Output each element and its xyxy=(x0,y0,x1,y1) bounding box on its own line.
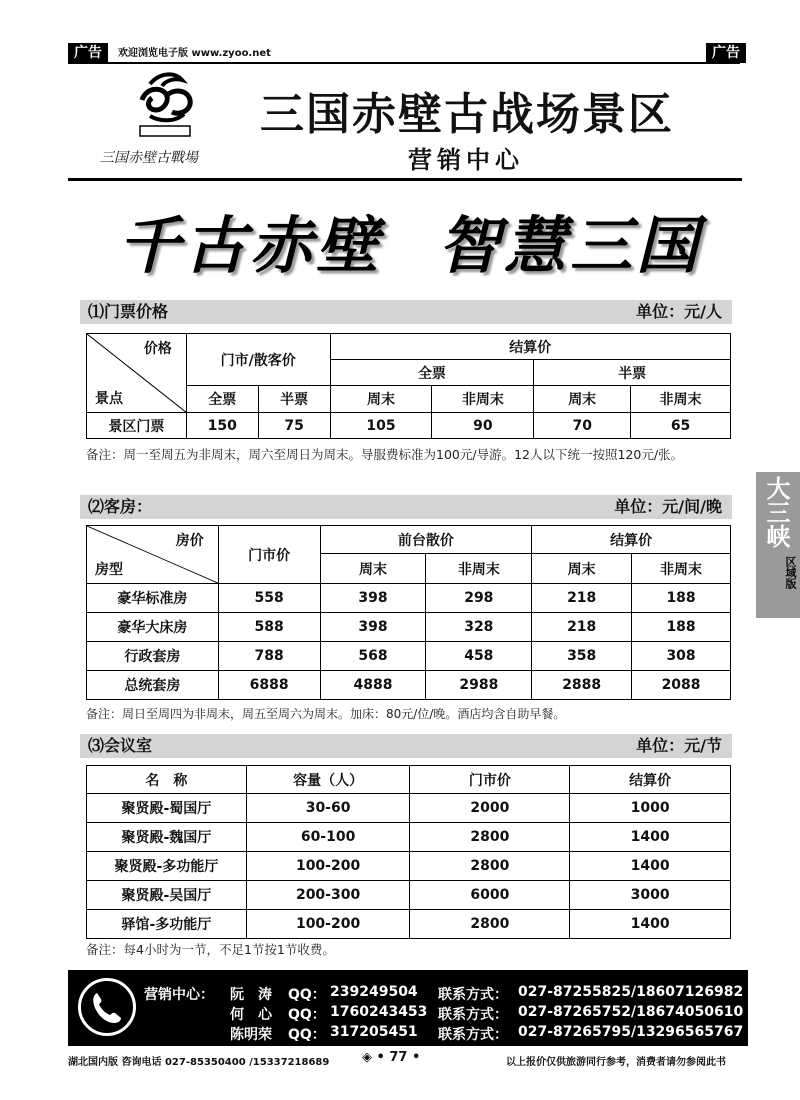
room-note: 备注：周日至周四为非周末，周五至周六为周末。加床：80元/位/晚。酒店均含自助早餐。 xyxy=(86,707,566,721)
ticket-corner-cell xyxy=(87,334,187,413)
room-header-weekday: 非周末 xyxy=(426,554,532,584)
room-name: 行政套房 xyxy=(87,642,219,671)
ticket-header-weekday: 非周末 xyxy=(631,386,731,413)
header-rule xyxy=(68,178,742,181)
table-cell: 6888 xyxy=(218,671,320,700)
ticket-header-retail-full: 全票 xyxy=(186,386,258,413)
table-cell: 2800 xyxy=(410,823,570,852)
table-cell: 100-200 xyxy=(246,852,410,881)
footer-right: 以上报价仅供旅游同行参考，消费者请勿参阅此书 xyxy=(506,1057,726,1068)
contact-name: 陈明荣 xyxy=(230,1027,272,1043)
page-title: 三国赤壁古战场景区 xyxy=(260,89,674,140)
contact-phone: 027-87255825/18607126982 xyxy=(518,984,744,1000)
contact-qq-label: QQ： xyxy=(288,1027,326,1043)
ticket-table xyxy=(86,333,731,439)
table-cell: 4888 xyxy=(320,671,426,700)
page-number xyxy=(362,1050,420,1065)
room-header-weekday: 非周末 xyxy=(632,554,731,584)
table-cell: 105 xyxy=(330,413,432,439)
region-side-tab xyxy=(756,472,800,618)
table-cell: 218 xyxy=(532,613,632,642)
room-header-retail: 门市价 xyxy=(218,526,320,584)
ticket-corner-bottom: 景点 xyxy=(95,391,123,407)
ticket-header-full: 全票 xyxy=(330,360,534,386)
table-cell: 2800 xyxy=(410,852,570,881)
meeting-section-bar xyxy=(80,734,732,758)
table-cell: 458 xyxy=(426,642,532,671)
room-name: 豪华标准房 xyxy=(87,584,219,613)
table-row xyxy=(87,413,731,439)
table-cell: 聚贤殿-吴国厅 xyxy=(87,881,247,910)
ticket-header-weekday: 非周末 xyxy=(432,386,534,413)
contact-block xyxy=(68,970,748,1046)
table-cell: 90 xyxy=(432,413,534,439)
slogan-left: 千古赤壁 xyxy=(118,209,383,282)
table-cell: 70 xyxy=(534,413,631,439)
meeting-header-retail: 门市价 xyxy=(410,766,570,794)
room-header-weekend: 周末 xyxy=(532,554,632,584)
room-name: 豪华大床房 xyxy=(87,613,219,642)
table-cell: 558 xyxy=(218,584,320,613)
room-corner-cell xyxy=(87,526,219,584)
page-subtitle: 营销中心 xyxy=(408,146,524,174)
table-cell: 308 xyxy=(632,642,731,671)
scenic-logo-icon xyxy=(120,70,210,140)
phone-icon xyxy=(78,978,136,1036)
table-cell: 驿馆-多功能厅 xyxy=(87,910,247,939)
contact-label: 营销中心： xyxy=(144,987,214,1003)
room-name: 总统套房 xyxy=(87,671,219,700)
ticket-row-name: 景区门票 xyxy=(87,413,187,439)
table-cell: 1400 xyxy=(570,910,731,939)
table-cell: 2000 xyxy=(410,794,570,823)
table-cell: 1000 xyxy=(570,794,731,823)
ticket-header-half: 半票 xyxy=(534,360,731,386)
ticket-unit: 单位：元/人 xyxy=(636,302,722,321)
contact-phone: 027-87265795/13296565767 xyxy=(518,1024,744,1040)
table-row xyxy=(87,671,731,700)
welcome-text: 欢迎浏览电子版 www.zyoo.net xyxy=(118,48,271,59)
table-row xyxy=(87,794,731,823)
meeting-unit: 单位：元/节 xyxy=(636,736,722,755)
table-cell: 1400 xyxy=(570,823,731,852)
table-cell: 2088 xyxy=(632,671,731,700)
contact-phone-label: 联系方式： xyxy=(438,1027,508,1043)
table-cell: 2800 xyxy=(410,910,570,939)
logo-text: 三国赤壁古戰場 xyxy=(100,150,198,166)
top-rule xyxy=(68,62,740,64)
room-section-bar xyxy=(80,495,732,519)
ticket-header-weekend: 周末 xyxy=(330,386,432,413)
ticket-corner-top: 价格 xyxy=(143,341,172,357)
room-corner-bottom: 房型 xyxy=(95,562,123,578)
contact-phone-label: 联系方式： xyxy=(438,987,508,1003)
table-cell: 358 xyxy=(532,642,632,671)
table-row xyxy=(87,642,731,671)
room-header-front: 前台散价 xyxy=(320,526,532,554)
room-corner-top: 房价 xyxy=(175,533,204,549)
table-cell: 6000 xyxy=(410,881,570,910)
ticket-header-weekend: 周末 xyxy=(534,386,631,413)
meeting-header-settle: 结算价 xyxy=(570,766,731,794)
table-row xyxy=(87,881,731,910)
footer-left: 湖北国内版 咨询电话 027-85350400 /15337218689 xyxy=(68,1057,330,1068)
table-cell: 188 xyxy=(632,584,731,613)
page-dot-icon: • xyxy=(412,1050,421,1065)
ticket-header-retail: 门市/散客价 xyxy=(186,334,330,386)
ticket-note: 备注：周一至周五为非周末，周六至周日为周末。导服费标准为100元/导游。12人以下统一按照120元/张。 xyxy=(86,447,684,462)
ticket-header-settle: 结算价 xyxy=(330,334,730,360)
table-cell: 398 xyxy=(320,584,426,613)
table-cell: 328 xyxy=(426,613,532,642)
table-cell: 398 xyxy=(320,613,426,642)
table-cell: 聚贤殿-魏国厅 xyxy=(87,823,247,852)
contact-phone: 027-87265752/18674050610 xyxy=(518,1004,744,1020)
table-cell: 75 xyxy=(258,413,330,439)
page-number-value: 77 xyxy=(389,1050,408,1065)
table-row xyxy=(87,584,731,613)
contact-phone-label: 联系方式： xyxy=(438,1007,508,1023)
ad-label-right: 广告 xyxy=(706,43,746,63)
table-cell: 298 xyxy=(426,584,532,613)
meeting-section-title: ⑶会议室 xyxy=(88,736,153,755)
room-table xyxy=(86,525,731,700)
room-section-title: ⑵客房： xyxy=(88,497,153,516)
contact-qq-label: QQ： xyxy=(288,1007,326,1023)
contact-name: 阮 涛 xyxy=(230,987,272,1003)
table-cell: 100-200 xyxy=(246,910,410,939)
table-cell: 65 xyxy=(631,413,731,439)
table-cell: 150 xyxy=(186,413,258,439)
table-cell: 200-300 xyxy=(246,881,410,910)
table-row xyxy=(87,823,731,852)
table-cell: 60-100 xyxy=(246,823,410,852)
table-cell: 2888 xyxy=(532,671,632,700)
side-tab-main: 大三峡 xyxy=(762,476,791,548)
ticket-section-bar xyxy=(80,300,732,324)
contact-qq-label: QQ： xyxy=(288,987,326,1003)
slogan-right: 智慧三国 xyxy=(438,209,703,282)
table-row xyxy=(87,852,731,881)
table-cell: 188 xyxy=(632,613,731,642)
room-header-weekend: 周末 xyxy=(320,554,426,584)
contact-qq: 239249504 xyxy=(330,984,418,1000)
page-badge-icon: ◈ • xyxy=(362,1050,385,1065)
table-cell: 218 xyxy=(532,584,632,613)
contact-name: 何 心 xyxy=(230,1007,272,1023)
table-cell: 568 xyxy=(320,642,426,671)
meeting-header-capacity: 容量（人） xyxy=(246,766,410,794)
contact-qq: 1760243453 xyxy=(330,1004,428,1020)
table-cell: 聚贤殿-蜀国厅 xyxy=(87,794,247,823)
meeting-table xyxy=(86,765,731,939)
ticket-header-retail-half: 半票 xyxy=(258,386,330,413)
table-cell: 2988 xyxy=(426,671,532,700)
table-cell: 3000 xyxy=(570,881,731,910)
table-cell: 788 xyxy=(218,642,320,671)
meeting-header-name: 名 称 xyxy=(87,766,247,794)
room-header-settle: 结算价 xyxy=(532,526,731,554)
ticket-section-title: ⑴门票价格 xyxy=(88,302,169,321)
ad-label-left: 广告 xyxy=(68,43,108,63)
room-unit: 单位：元/间/晚 xyxy=(614,497,722,516)
side-tab-sub: 区域版 xyxy=(784,556,797,589)
table-cell: 588 xyxy=(218,613,320,642)
contact-qq: 317205451 xyxy=(330,1024,418,1040)
table-cell: 聚贤殿-多功能厅 xyxy=(87,852,247,881)
meeting-note: 备注：每4小时为一节，不足1节按1节收费。 xyxy=(86,942,335,957)
table-cell: 1400 xyxy=(570,852,731,881)
table-cell: 30-60 xyxy=(246,794,410,823)
table-row xyxy=(87,910,731,939)
table-row xyxy=(87,613,731,642)
